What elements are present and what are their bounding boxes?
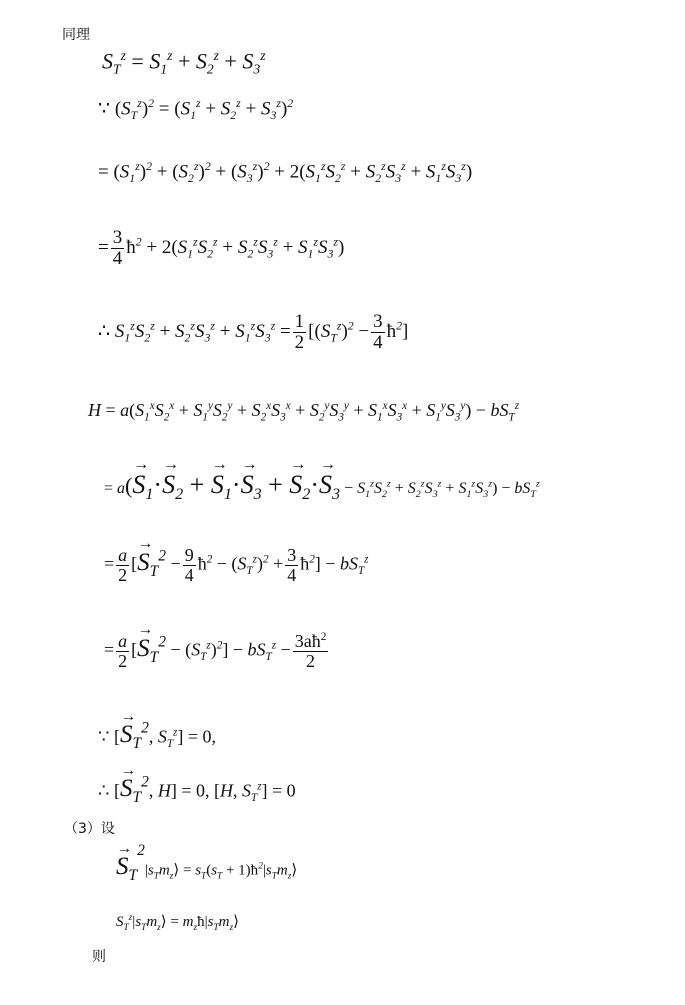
equation-commutator-2: ∴ [→ $S_T^2$, H] = 0, [H, $S_T^z] = 0$	[98, 774, 296, 807]
label-part3: （3）设	[64, 821, 115, 837]
equation-nine-quarters: = $\frac{a}{2}$ [→ $S_T^2$ − $\frac{9}{4}$ $ħ^2 - (S_T^z)^2$ + $\frac{3}{4}$ $ħ^2] - bS_T^z$	[104, 546, 369, 585]
equation-three-quarters: = $\frac{3}{4}$ $ħ^2 + 2(S_1^zS_2^z + S_2^zS_3^z + S_1^zS_3^z)$	[98, 227, 345, 269]
equation-hamiltonian: $H = a(S_1^xS_2^x + S_1^yS_2^y + S_2^xS_3^x + S_2^yS_3^y + S_1^xS_3^x + S_1^yS_3^y) - bS_T^z$	[88, 400, 520, 424]
equation-commutator-1: ∵ [→ $S_T^2$, $S_T^z] = 0$,	[98, 720, 216, 753]
label-ze: 则	[92, 949, 106, 965]
equation-therefore-sum: ∴ $S_1^zS_2^z + S_2^zS_3^z + S_1^zS_3^z$ = $\frac{1}{2}$ [$(S_T^z)^2$ − $\frac{3}{4}$ $ħ^2$]	[98, 311, 409, 353]
equation-eigen-st-squared: → $S_T^2|s_Tm_z⟩ = s_T(s_T$ + $1)ħ^2|s_Tm_z⟩$	[116, 852, 297, 885]
label-tongli: 同理	[62, 27, 90, 43]
equation-st-z-squared: ∵ $(S_T^z)^2 = (S_1^z + S_2^z + S_3^z)^2$	[98, 97, 294, 123]
equation-final-hamiltonian: = $\frac{a}{2}$ [→ $S_T^2 - (S_T^z)^2] - bS_T^z$ − $\frac{3aħ^2}{2}$	[104, 632, 330, 671]
equation-expansion: = $(S_1^z)^2 + (S_2^z)^2 + (S_3^z)^2 + 2(S_1^zS_2^z + S_2^zS_3^z + S_1^zS_3^z)$	[98, 160, 473, 186]
equation-st-z-sum: $S_T^z = S_1^z + S_2^z + S_3^z$	[102, 48, 266, 77]
equation-dot-products: = $a(\to S_1\cdot\to S_2$ + → $S_1\cdot\to S_3$ + → $S_2\cdot\to S_3 - S_1^zS_2^z + S_2^zS_3^z + S_1^zS_3^z) - bS_T^z$	[104, 470, 540, 504]
equation-eigen-st-z: $S_T^z|s_Tm_z⟩$ = $m_zħ|s_Tm_z⟩$	[116, 913, 239, 933]
